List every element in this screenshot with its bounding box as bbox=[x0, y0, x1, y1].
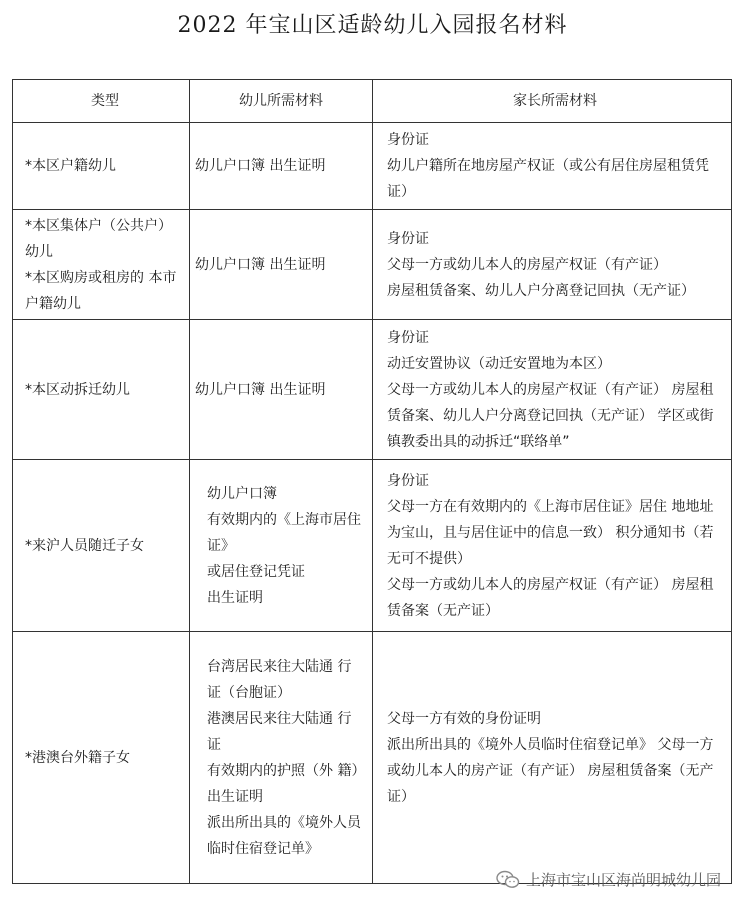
child-material: 有效期内的护照（外 籍） bbox=[207, 762, 366, 779]
parent-material: 父母一方有效的身份证明 bbox=[387, 710, 541, 727]
header-child-materials: 幼儿所需材料 bbox=[190, 80, 373, 123]
parent-materials-cell bbox=[373, 320, 732, 460]
parent-material: 身份证 bbox=[387, 132, 429, 148]
parent-material: 父母一方或幼儿本人的房屋产权证（有产证） bbox=[387, 256, 667, 273]
type-cell bbox=[13, 460, 190, 632]
type-cell bbox=[13, 632, 190, 884]
parent-material: 房屋租赁备案、幼儿人户分离登记回执（无产证） bbox=[387, 282, 695, 299]
child-material: 幼儿户口簿 出生证明 bbox=[195, 381, 326, 398]
parent-materials-cell bbox=[373, 632, 732, 884]
watermark bbox=[496, 869, 721, 890]
type-text: *本区户籍幼儿 bbox=[25, 158, 116, 174]
page-title: 2022 年宝山区适龄幼儿入园报名材料 bbox=[177, 13, 568, 38]
child-materials-cell bbox=[190, 320, 373, 460]
header-type: 类型 bbox=[13, 80, 190, 123]
table-row bbox=[13, 210, 732, 320]
child-material: 台湾居民来往大陆通 行证（台胞证） bbox=[207, 658, 352, 701]
parent-material: 父母一方或幼儿本人的房屋产权证（有产证） 房屋租赁备案、幼儿人户分离登记回执（无产证） 学区或街镇教委出具的动拆迁“联络单” bbox=[387, 381, 714, 450]
type-cell bbox=[13, 320, 190, 460]
table-row bbox=[13, 320, 732, 460]
parent-material: 幼儿户籍所在地房屋产权证（或公有居住房屋租赁凭证） bbox=[387, 158, 709, 200]
parent-material: 身份证 bbox=[387, 230, 429, 247]
parent-material: 父母一方在有效期内的《上海市居住证》居住 地地址为宝山，且与居住证中的信息一致） 积分通知书（若无可不提供） bbox=[387, 498, 714, 567]
child-material: 幼儿户口簿 出生证明 bbox=[195, 158, 326, 174]
parent-material: 动迁安置协议（动迁安置地为本区） bbox=[387, 355, 611, 372]
table-row bbox=[13, 632, 732, 884]
table-row bbox=[13, 123, 732, 210]
child-materials-cell bbox=[190, 123, 373, 210]
child-material: 幼儿户口簿 bbox=[207, 485, 277, 502]
child-materials-cell bbox=[190, 632, 373, 884]
parent-materials-cell bbox=[373, 460, 732, 632]
child-material: 派出所出具的《境外人员临时住宿登记单》 bbox=[207, 814, 361, 857]
type-text: *本区动拆迁幼儿 bbox=[25, 381, 130, 398]
child-material: 幼儿户口簿 出生证明 bbox=[195, 256, 326, 273]
type-text: *本区购房或租房的 本市户籍幼儿 bbox=[25, 269, 177, 312]
child-materials-cell bbox=[190, 210, 373, 320]
child-material: 或居住登记凭证 bbox=[207, 563, 305, 580]
header-parent-materials: 家长所需材料 bbox=[373, 80, 732, 123]
table-row bbox=[13, 460, 732, 632]
table-header-row bbox=[13, 80, 732, 123]
watermark-text: 上海市宝山区海尚明城幼儿园 bbox=[525, 871, 721, 889]
type-text: *本区集体户（公共户）幼儿 bbox=[25, 217, 172, 260]
child-material: 有效期内的《上海市居住证》 bbox=[207, 511, 361, 554]
parent-material: 身份证 bbox=[387, 329, 429, 346]
type-text: *港澳台外籍子女 bbox=[25, 749, 130, 766]
parent-materials-cell bbox=[373, 123, 732, 210]
parent-materials-cell bbox=[373, 210, 732, 320]
child-material: 出生证明 bbox=[207, 589, 263, 606]
child-material: 出生证明 bbox=[207, 788, 263, 805]
type-cell bbox=[13, 210, 190, 320]
wechat-icon bbox=[496, 870, 520, 890]
child-material: 港澳居民来往大陆通 行证 bbox=[207, 710, 352, 753]
parent-material: 父母一方或幼儿本人的房屋产权证（有产证） 房屋租赁备案（无产证） bbox=[387, 576, 714, 619]
materials-table bbox=[12, 79, 732, 884]
type-cell bbox=[13, 123, 190, 210]
parent-material: 身份证 bbox=[387, 472, 429, 489]
parent-material: 派出所出具的《境外人员临时住宿登记单》 父母一方或幼儿本人的房产证（有产证） 房屋租赁备案（无产证） bbox=[387, 736, 714, 805]
type-text: *来沪人员随迁子女 bbox=[25, 537, 144, 554]
child-materials-cell bbox=[190, 460, 373, 632]
